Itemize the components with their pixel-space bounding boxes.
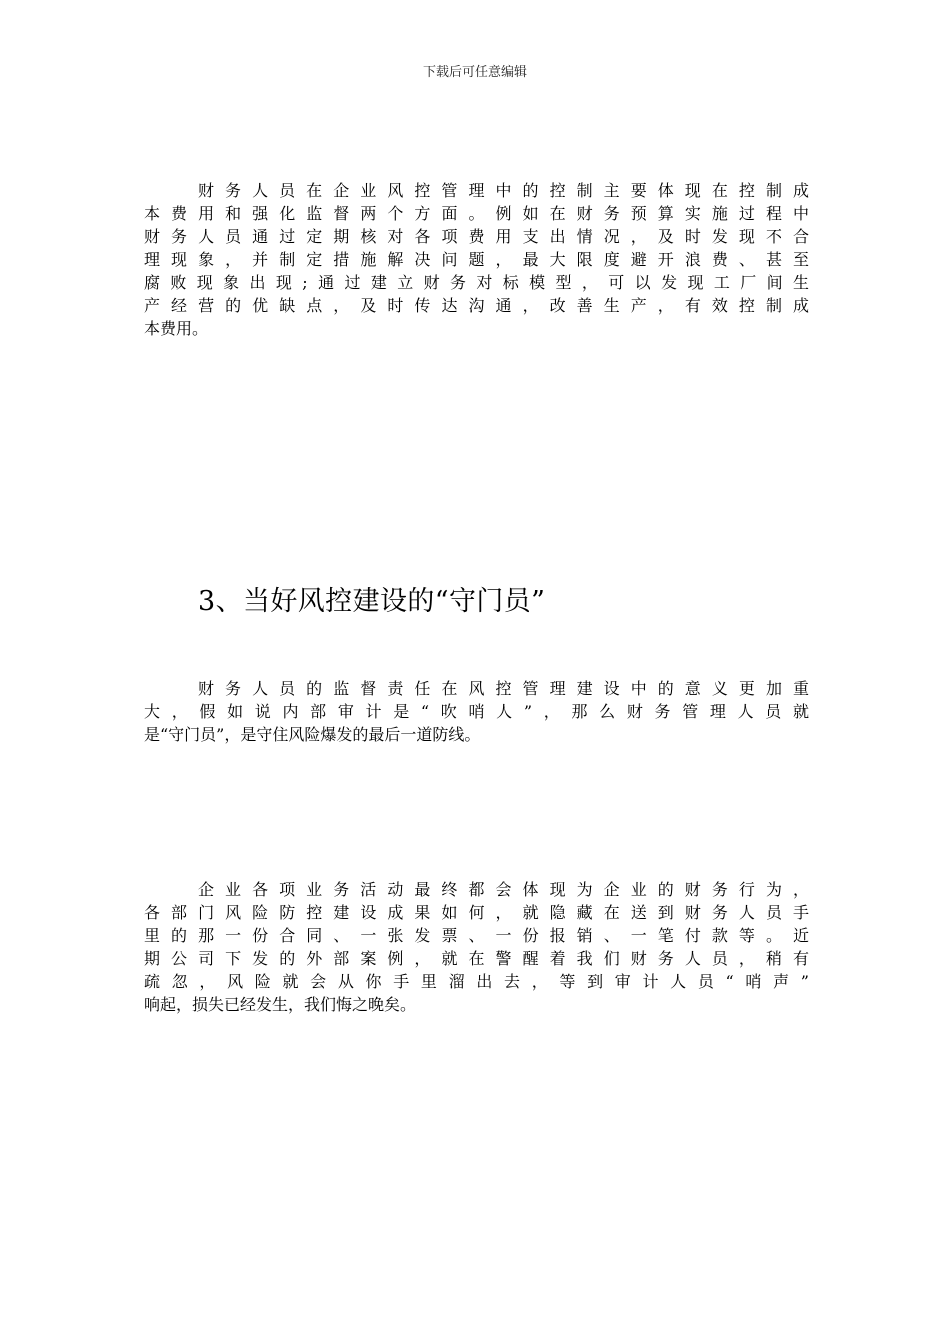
paragraph-line: 财务人员的监督责任在风控管理建设中的意义更加重 xyxy=(198,679,809,698)
paragraph-line: 各部门风险防控建设成果如何，就隐藏在送到财务人员手 xyxy=(144,903,809,922)
paragraph-line: 响起，损失已经发生，我们悔之晚矣。 xyxy=(144,995,417,1014)
paragraph-line: 疏忽，风险就会从你手里溜出去，等到审计人员“哨声” xyxy=(144,972,809,991)
paragraph-cost-control xyxy=(144,178,809,339)
paragraph-line: 产经营的优缺点，及时传达沟通，改善生产，有效控制成 xyxy=(144,296,809,315)
paragraph-line: 是“守门员”，是守住风险爆发的最后一道防线。 xyxy=(144,725,481,744)
paragraph-line: 本费用。 xyxy=(144,319,209,338)
paragraph-business-activities xyxy=(144,877,809,1015)
paragraph-line: 大，假如说内部审计是“吹哨人”，那么财务管理人员就 xyxy=(144,702,809,721)
paragraph-line: 本费用和强化监督两个方面。例如在财务预算实施过程中 xyxy=(144,204,809,223)
paragraph-line: 企业各项业务活动最终都会体现为企业的财务行为， xyxy=(198,880,809,899)
paragraph-line: 财务人员在企业风控管理中的控制主要体现在控制成 xyxy=(198,181,809,200)
paragraph-line: 期公司下发的外部案例，就在警醒着我们财务人员，稍有 xyxy=(144,949,809,968)
paragraph-supervision-duty xyxy=(144,676,809,745)
paragraph-line: 理现象，并制定措施解决问题，最大限度避开浪费、甚至 xyxy=(144,250,809,269)
page-header-note: 下载后可任意编辑 xyxy=(422,65,527,80)
paragraph-line: 腐败现象出现;通过建立财务对标模型，可以发现工厂间生 xyxy=(144,273,809,292)
paragraph-line: 财务人员通过定期核对各项费用支出情况，及时发现不合 xyxy=(144,227,809,246)
paragraph-line: 里的那一份合同、一张发票、一份报销、一笔付款等。近 xyxy=(144,926,809,945)
section-heading: 3、当好风控建设的“守门员” xyxy=(198,586,546,617)
